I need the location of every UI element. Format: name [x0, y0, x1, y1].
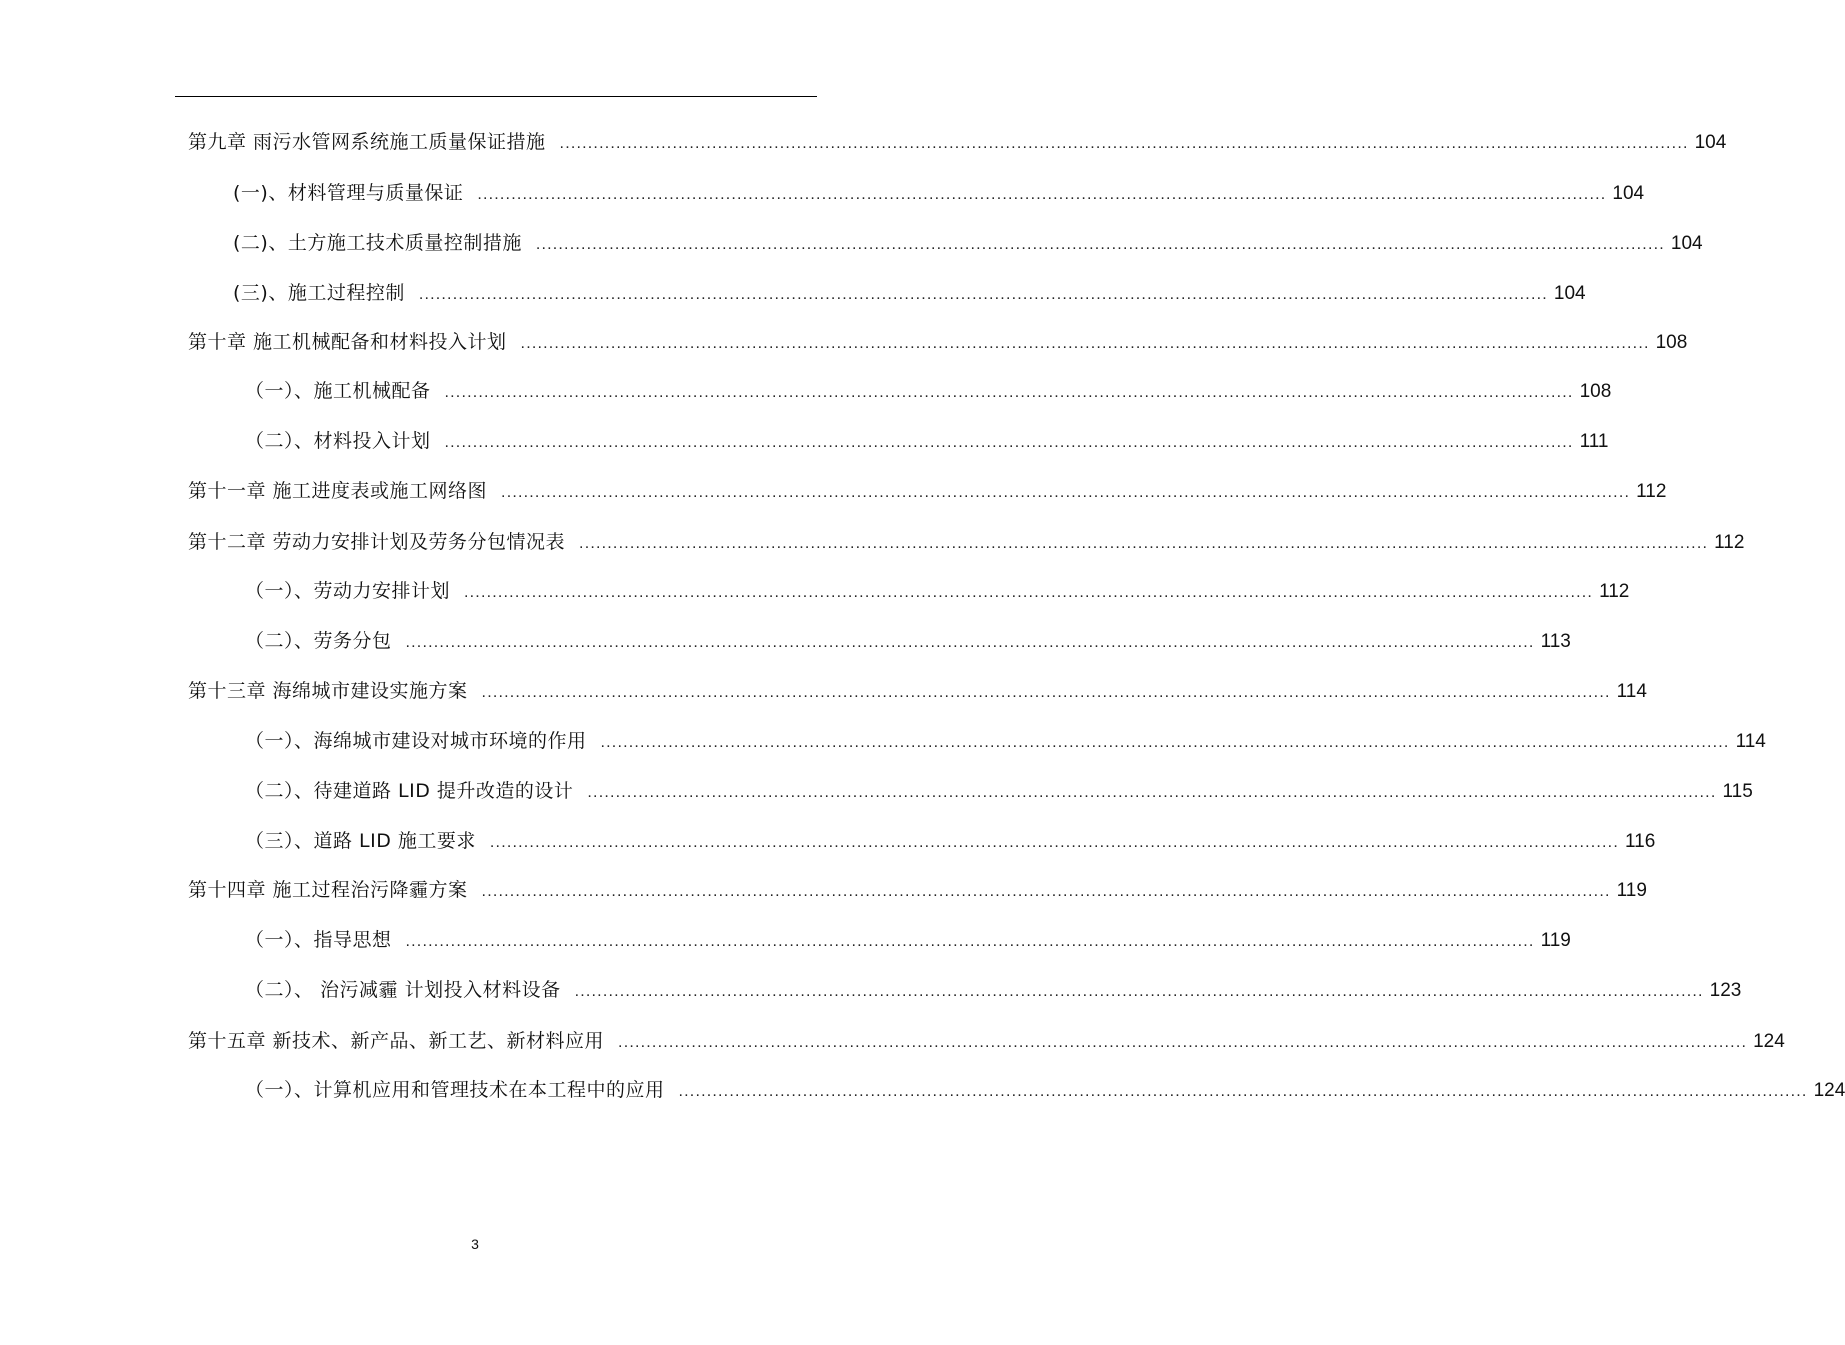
toc-entry-title: 第十一章 施工进度表或施工网络图	[188, 480, 488, 502]
toc-entry-page: 104	[1670, 233, 1703, 254]
toc-entry[interactable]	[188, 676, 1647, 706]
toc-dot-leader: ........................................................................................................................................................................................................	[678, 1083, 1808, 1100]
toc-entry-title: 第十五章 新技术、新产品、新工艺、新材料应用	[188, 1030, 605, 1052]
toc-entry-page: 112	[1714, 532, 1745, 553]
toc-entry[interactable]	[188, 875, 1647, 905]
toc-dot-leader: ........................................................................................................................................................................................................	[444, 434, 1574, 451]
toc-entry[interactable]	[188, 1026, 1785, 1056]
toc-entry[interactable]	[233, 178, 1645, 208]
toc-dot-leader: ........................................................................................................................................................................................................	[405, 933, 1535, 950]
toc-entry-page: 114	[1735, 731, 1766, 752]
toc-entry-title: （二）、待建道路 LID 提升改造的设计	[245, 780, 574, 802]
toc-entry[interactable]	[245, 626, 1571, 656]
toc-dot-leader: ........................................................................................................................................................................................................	[559, 135, 1689, 152]
toc-entry[interactable]	[245, 376, 1612, 406]
toc-entry-title: （一）、计算机应用和管理技术在本工程中的应用	[245, 1079, 665, 1101]
toc-entry-page: 113	[1540, 631, 1571, 652]
toc-entry-page: 116	[1624, 831, 1656, 852]
toc-entry-title: (三)、施工过程控制	[233, 282, 405, 304]
toc-entry-page: 104	[1612, 183, 1645, 204]
toc-entry-title: 第十章 施工机械配备和材料投入计划	[188, 331, 507, 353]
toc-entry-title: 第九章 雨污水管网系统施工质量保证措施	[188, 131, 546, 153]
toc-entry-page: 119	[1540, 930, 1571, 951]
toc-entry-page: 104	[1553, 283, 1586, 304]
toc-entry-title: 第十四章 施工过程治污降霾方案	[188, 879, 468, 901]
toc-entry-page: 104	[1694, 132, 1727, 153]
toc-entry[interactable]	[245, 426, 1609, 456]
toc-entry[interactable]	[245, 975, 1742, 1005]
toc-dot-leader: ........................................................................................................................................................................................................	[418, 286, 1548, 303]
toc-dot-leader: ........................................................................................................................................................................................................	[520, 335, 1650, 352]
toc-entry-title: （一）、指导思想	[245, 929, 392, 951]
toc-entry[interactable]	[245, 726, 1766, 756]
toc-entry[interactable]	[245, 826, 1656, 856]
toc-entry-title: （二）、劳务分包	[245, 630, 392, 652]
toc-dot-leader: ........................................................................................................................................................................................................	[600, 734, 1730, 751]
toc-dot-leader: ........................................................................................................................................................................................................	[489, 834, 1619, 851]
toc-dot-leader: ........................................................................................................................................................................................................	[481, 684, 1611, 701]
toc-entry-page: 108	[1655, 332, 1688, 353]
toc-entry-title: （一）、施工机械配备	[245, 380, 431, 402]
toc-entry-page: 112	[1599, 581, 1630, 602]
toc-entry-page: 108	[1579, 381, 1612, 402]
toc-entry[interactable]	[245, 925, 1571, 955]
toc-entry-page: 124	[1813, 1080, 1845, 1101]
toc-entry-title: 第十三章 海绵城市建设实施方案	[188, 680, 468, 702]
toc-entry-title: （三）、道路 LID 施工要求	[245, 830, 476, 852]
toc-entry-title: （一）、海绵城市建设对城市环境的作用	[245, 730, 587, 752]
toc-entry-page: 124	[1753, 1031, 1785, 1052]
toc-entry[interactable]	[188, 527, 1745, 557]
toc-entry-title: （二）、材料投入计划	[245, 430, 431, 452]
toc-entry[interactable]	[245, 576, 1630, 606]
toc-entry[interactable]	[233, 278, 1586, 308]
toc-entry-page: 112	[1636, 481, 1667, 502]
toc-dot-leader: ........................................................................................................................................................................................................	[574, 983, 1704, 1000]
toc-entry-title: （一）、劳动力安排计划	[245, 580, 451, 602]
toc-entry[interactable]	[188, 327, 1688, 357]
toc-entry-page: 114	[1616, 681, 1647, 702]
toc-entry-page: 115	[1722, 781, 1753, 802]
toc-dot-leader: ........................................................................................................................................................................................................	[464, 584, 1594, 601]
toc-entry-title: （二）、 治污减霾 计划投入材料设备	[245, 979, 561, 1001]
toc-dot-leader: ........................................................................................................................................................................................................	[481, 883, 1611, 900]
toc-entry[interactable]	[245, 1075, 1845, 1105]
toc-entry-page: 111	[1579, 431, 1609, 452]
toc-entry-title: 第十二章 劳动力安排计划及劳务分包情况表	[188, 531, 566, 553]
toc-entry[interactable]	[188, 127, 1727, 157]
toc-entry[interactable]	[233, 228, 1703, 258]
toc-dot-leader: ........................................................................................................................................................................................................	[501, 484, 1631, 501]
toc-dot-leader: ........................................................................................................................................................................................................	[405, 634, 1535, 651]
toc-entry[interactable]	[245, 776, 1753, 806]
toc-dot-leader: ........................................................................................................................................................................................................	[587, 784, 1717, 801]
page-number: 3	[471, 1236, 479, 1252]
toc-entry-page: 123	[1709, 980, 1742, 1001]
toc-entry[interactable]	[188, 476, 1667, 506]
toc-entry-title: (二)、土方施工技术质量控制措施	[233, 232, 522, 254]
toc-dot-leader: ........................................................................................................................................................................................................	[477, 186, 1607, 203]
toc-dot-leader: ........................................................................................................................................................................................................	[444, 384, 1574, 401]
toc-entry-title: (一)、材料管理与质量保证	[233, 182, 464, 204]
toc-dot-leader: ........................................................................................................................................................................................................	[579, 535, 1709, 552]
toc-dot-leader: ........................................................................................................................................................................................................	[618, 1034, 1748, 1051]
toc-dot-leader: ........................................................................................................................................................................................................	[535, 236, 1665, 253]
toc-entry-page: 119	[1616, 880, 1647, 901]
